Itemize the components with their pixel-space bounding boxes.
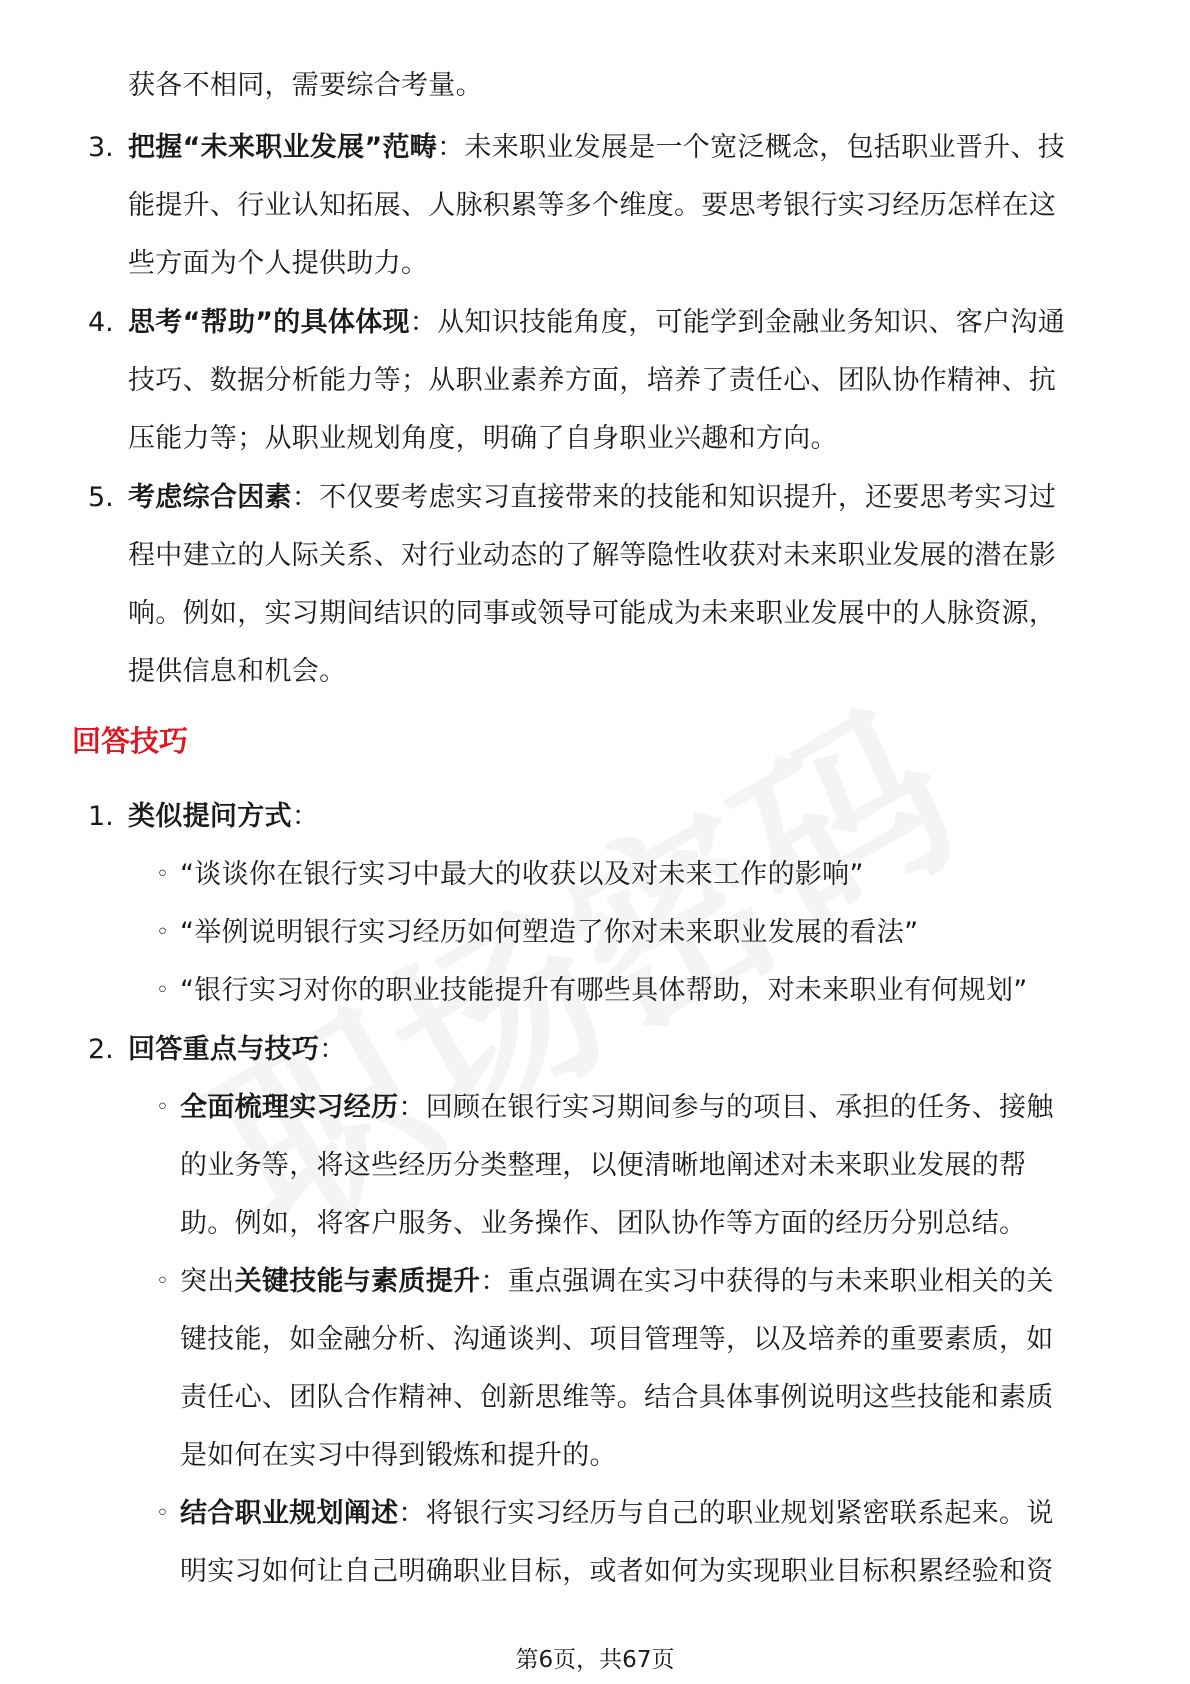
tip-title: 类似提问方式 xyxy=(128,801,292,832)
sub-item-colon: ： xyxy=(480,1266,508,1297)
sub-item: “举例说明银行实习经历如何塑造了你对未来职业发展的看法” xyxy=(180,917,919,948)
sub-item-line: 键技能，如金融分析、沟通谈判、项目管理等，以及培养的重要素质，如 xyxy=(180,1324,1054,1355)
list-number: 2. xyxy=(88,1034,114,1065)
tip-title: 回答重点与技巧 xyxy=(128,1034,320,1065)
sub-item-title: 结合职业规划阐述 xyxy=(180,1498,399,1529)
sub-item-text: 回顾在银行实习期间参与的项目、承担的任务、接触 xyxy=(425,1092,1054,1123)
sub-item: “谈谈你在银行实习中最大的收获以及对未来工作的影响” xyxy=(180,859,864,890)
sub-item-line: 责任心、团队合作精神、创新思维等。结合具体事例说明这些技能和素质 xyxy=(180,1382,1054,1413)
list-item-line: 技巧、数据分析能力等；从职业素养方面，培养了责任心、团队协作精神、抗 xyxy=(128,365,1057,396)
list-item-line: 程中建立的人际关系、对行业动态的了解等隐性收获对未来职业发展的潜在影 xyxy=(128,540,1057,571)
list-number: 5. xyxy=(88,482,114,513)
sub-item-text: 将银行实习经历与自己的职业规划紧密联系起来。说 xyxy=(425,1498,1054,1529)
list-item-colon: ： xyxy=(291,482,320,513)
sub-item-first-line xyxy=(180,1266,1054,1298)
sub-item-line: 是如何在实习中得到锻炼和提升的。 xyxy=(180,1440,617,1471)
page-footer: 第6页，共67页 xyxy=(515,1647,675,1673)
tip-colon: ： xyxy=(291,801,320,832)
sub-item-colon: ： xyxy=(398,1092,426,1123)
sub-item-first-line xyxy=(180,1092,1054,1124)
continuation-line: 获各不相同，需要综合考量。 xyxy=(128,70,483,101)
sub-item-colon: ： xyxy=(398,1498,426,1529)
list-number: 1. xyxy=(88,801,114,832)
list-item-title: 考虑综合因素 xyxy=(128,482,292,513)
list-item-line: 能提升、行业认知拓展、人脉积累等多个维度。要思考银行实习经历怎样在这 xyxy=(128,190,1057,221)
sub-item: “银行实习对你的职业技能提升有哪些具体帮助，对未来职业有何规划” xyxy=(180,975,1028,1006)
sub-item-title: 全面梳理实习经历 xyxy=(180,1092,399,1123)
sub-item-prefix: 突出 xyxy=(180,1266,235,1297)
sub-item-line: 明实习如何让自己明确职业目标，或者如何为实现职业目标积累经验和资 xyxy=(180,1556,1054,1587)
tip-title-line xyxy=(128,801,319,833)
list-item-first-line xyxy=(128,307,1065,339)
list-number: 4. xyxy=(88,307,114,338)
list-item-text: 未来职业发展是一个宽泛概念，包括职业晋升、技 xyxy=(464,132,1066,163)
list-item-first-line xyxy=(128,132,1065,164)
bullet-icon: ◦ xyxy=(156,978,169,1003)
list-number: 3. xyxy=(88,132,114,163)
list-item-line: 些方面为个人提供助力。 xyxy=(128,248,429,279)
list-item-title: 思考“帮助”的具体体现 xyxy=(128,307,410,338)
list-item-colon: ： xyxy=(437,132,465,163)
bullet-icon: ◦ xyxy=(156,1095,169,1120)
list-item-text: 不仅要考虑实习直接带来的技能和知识提升，还要思考实习过 xyxy=(319,482,1057,513)
sub-item-line: 助。例如，将客户服务、业务操作、团队协作等方面的经历分别总结。 xyxy=(180,1208,1027,1239)
bullet-icon: ◦ xyxy=(156,1269,169,1294)
list-item-text: 从知识技能角度，可能学到金融业务知识、客户沟通 xyxy=(437,307,1066,338)
tip-colon: ： xyxy=(319,1034,347,1065)
list-item-line: 提供信息和机会。 xyxy=(128,656,347,687)
list-item-line: 压能力等；从职业规划角度，明确了自身职业兴趣和方向。 xyxy=(128,423,838,454)
sub-item-first-line xyxy=(180,1498,1054,1530)
list-item-first-line xyxy=(128,482,1056,514)
sub-item-text: 重点强调在实习中获得的与未来职业相关的关 xyxy=(507,1266,1054,1297)
tip-title-line xyxy=(128,1034,346,1066)
bullet-icon: ◦ xyxy=(156,1501,169,1526)
bullet-icon: ◦ xyxy=(156,862,169,887)
sub-item-title: 关键技能与素质提升 xyxy=(234,1266,481,1297)
list-item-colon: ： xyxy=(409,307,438,338)
section-heading: 回答技巧 xyxy=(72,724,189,758)
bullet-icon: ◦ xyxy=(156,920,169,945)
list-item-line: 响。例如，实习期间结识的同事或领导可能成为未来职业发展中的人脉资源， xyxy=(128,598,1057,629)
sub-item-line: 的业务等，将这些经历分类整理，以便清晰地阐述对未来职业发展的帮 xyxy=(180,1150,1027,1181)
list-item-title: 把握“未来职业发展”范畴 xyxy=(128,132,438,163)
